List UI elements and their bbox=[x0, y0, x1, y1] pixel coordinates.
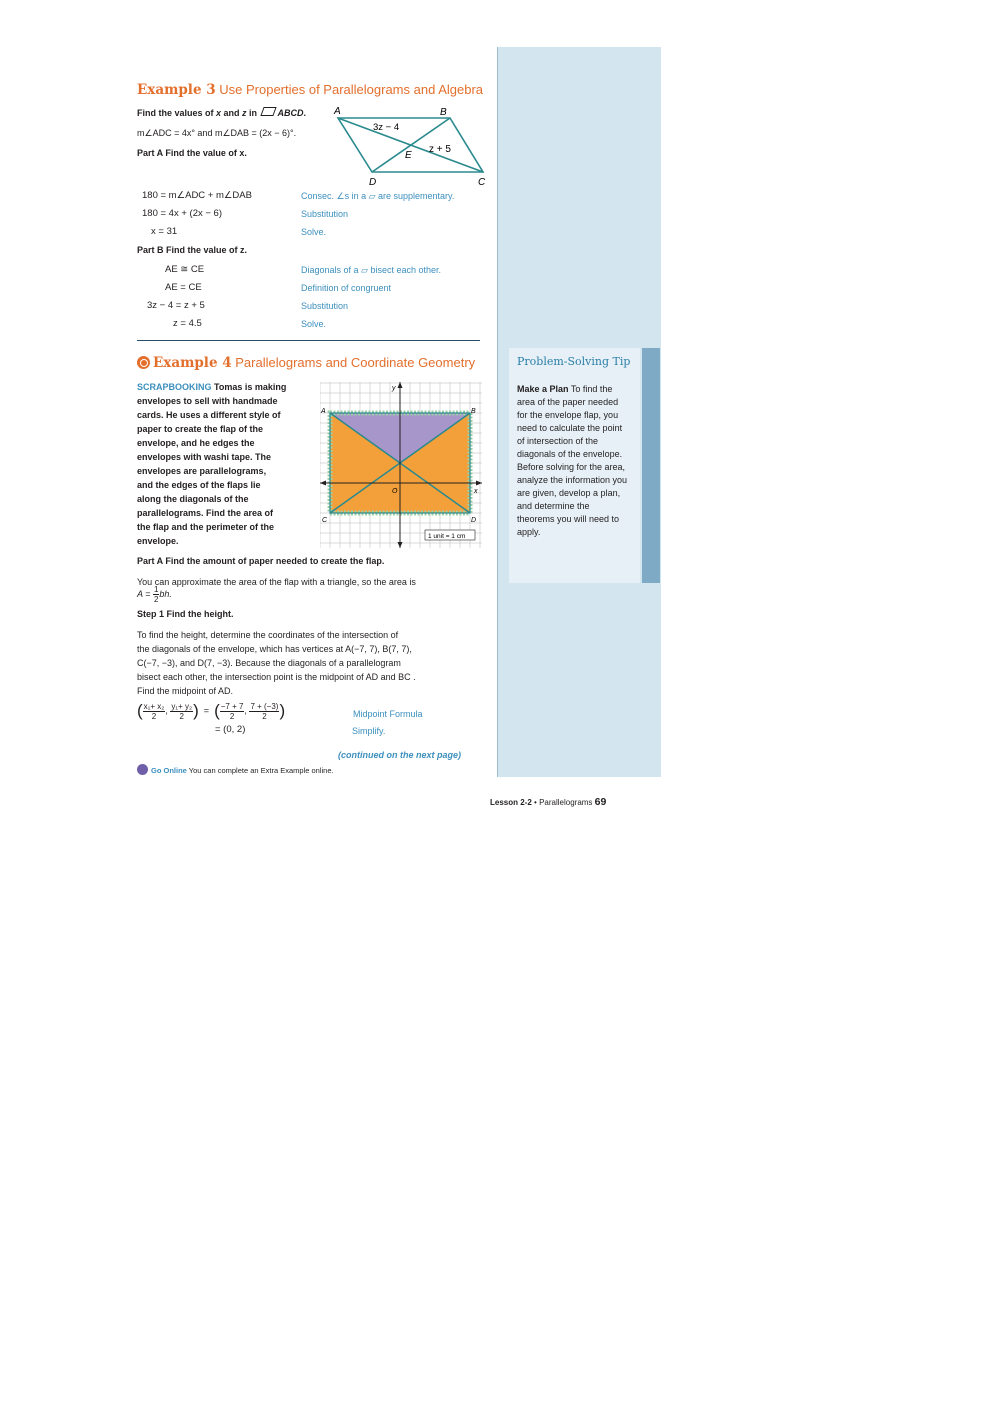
prompt-text: in bbox=[246, 108, 260, 118]
segment-ae-label: 3z − 4 bbox=[373, 122, 400, 133]
footer-topic: Parallelograms bbox=[539, 798, 593, 807]
paren-open: ( bbox=[137, 701, 143, 720]
midpoint-x-numerator: x₁+ x₂ bbox=[143, 701, 165, 711]
vertex-label-d: D bbox=[369, 177, 377, 188]
problem-line: envelope, and he edges the bbox=[137, 438, 255, 448]
problem-line: envelopes are parallelograms, bbox=[137, 466, 267, 476]
part-a-step-1-reason: Consec. ∠s in a ▱ are supplementary. bbox=[301, 191, 455, 201]
step-1-body bbox=[137, 628, 416, 698]
part-b-step-3-eq: 3z − 4 = z + 5 bbox=[147, 300, 205, 311]
part-b-step-2-reason: Definition of congruent bbox=[301, 283, 392, 293]
scale-label: 1 unit = 1 cm bbox=[428, 533, 466, 540]
graph-label-a: A bbox=[321, 408, 326, 415]
step-1-line: To find the height, determine the coordinates of the intersection of bbox=[137, 630, 399, 640]
midpoint-y-denominator: 2 bbox=[179, 711, 184, 721]
go-online-text: You can complete an Extra Example online. bbox=[188, 766, 334, 775]
problem-line: and the edges of the flaps lie bbox=[137, 480, 261, 490]
problem-line: Tomas is making bbox=[214, 382, 287, 392]
problem-line: parallelograms. Find the area of bbox=[137, 508, 274, 518]
part-b-step-1-reason: Diagonals of a ▱ bisect each other. bbox=[301, 265, 442, 275]
example-3-number: Example 3 bbox=[137, 82, 216, 98]
segment-ce-label: z + 5 bbox=[429, 144, 451, 155]
example-3-title bbox=[137, 82, 483, 98]
problem-lead: SCRAPBOOKING bbox=[137, 382, 212, 392]
intersection-label-e: E bbox=[405, 150, 412, 161]
prompt-text: Find the values of bbox=[137, 108, 217, 118]
graph-label-c: C bbox=[322, 517, 328, 524]
fraction-denominator: 2 bbox=[153, 595, 159, 604]
problem-line: envelopes to sell with handmade bbox=[137, 396, 278, 406]
example-4-heading: Parallelograms and Coordinate Geometry bbox=[235, 355, 476, 370]
continued-note: (continued on the next page) bbox=[338, 750, 461, 760]
parallelogram-abcd-figure bbox=[330, 104, 500, 188]
midpoint-y-numerator: y₁+ y₂ bbox=[171, 701, 193, 711]
midpoint-formula-line: ( $\frac{\text{x₁+ x₂}}{2}$ , $\frac{\text{y₁+ y₂}}{2}$ ) = ( $\frac{-7 + 7}{2}$ , $\frac{7 + (-3)}{2}$ ) bbox=[137, 701, 286, 721]
real-world-globe-icon bbox=[137, 356, 150, 369]
graph-y-axis-label: y bbox=[392, 385, 396, 392]
sub-y-numerator: 7 + (−3) bbox=[250, 701, 279, 711]
prompt-text: and bbox=[221, 108, 243, 118]
tip-body bbox=[517, 383, 629, 539]
example-3-heading: Use Properties of Parallelograms and Algebra bbox=[219, 82, 484, 97]
sub-x-numerator: −7 + 7 bbox=[220, 701, 244, 711]
example-4-problem bbox=[137, 380, 286, 548]
step-1-line: C(−7, −3), and D(7, −3). Because the diagonals of a parallelogram bbox=[137, 658, 401, 668]
problem-line: the flap and the perimeter of the bbox=[137, 522, 275, 532]
equals-sign: = bbox=[203, 705, 210, 716]
prompt-var-z: z bbox=[242, 108, 247, 118]
footer-separator: • bbox=[534, 798, 537, 807]
example-4-part-a: Part A Find the amount of paper needed to create the flap. bbox=[137, 556, 385, 566]
step-1-line: Find the midpoint of AD. bbox=[137, 686, 234, 696]
sub-x-denominator: 2 bbox=[229, 711, 235, 721]
example-3-part-a: Part A Find the value of x. bbox=[137, 148, 247, 158]
step-1-heading: Step 1 Find the height. bbox=[137, 609, 234, 619]
midpoint-result: = (0, 2) bbox=[215, 724, 246, 735]
vertex-label-b: B bbox=[440, 107, 447, 118]
example-3-prompt bbox=[137, 106, 306, 120]
area-formula-rhs: bh. bbox=[159, 588, 172, 599]
page-footer bbox=[490, 796, 606, 808]
go-online-line bbox=[137, 764, 334, 775]
vertex-label-a: A bbox=[334, 106, 341, 117]
area-formula-lhs: A = bbox=[137, 588, 153, 599]
tip-title: Problem-Solving Tip bbox=[517, 355, 631, 368]
page-number: 69 bbox=[594, 796, 607, 808]
midpoint-x-denominator: 2 bbox=[151, 711, 157, 721]
sub-x-fraction bbox=[220, 702, 245, 721]
problem-line: envelope. bbox=[137, 536, 179, 546]
part-b-step-1-eq: AE ≅ CE bbox=[165, 264, 205, 275]
sub-y-fraction bbox=[249, 702, 279, 721]
part-b-step-2-eq: AE = CE bbox=[165, 282, 202, 293]
problem-line: envelopes with washi tape. The bbox=[137, 452, 272, 462]
prompt-figure-name: ABCD bbox=[277, 108, 304, 118]
approx-line: You can approximate the area of the flap with a triangle, so the area is bbox=[137, 577, 416, 587]
problem-line: paper to create the flap of the bbox=[137, 424, 264, 434]
tip-heading: Make a Plan bbox=[517, 384, 569, 394]
tip-box-accent-bar bbox=[642, 348, 660, 583]
paren-close: ) bbox=[193, 701, 199, 720]
midpoint-reason-2: Simplify. bbox=[352, 726, 386, 736]
part-a-step-2-reason: Substitution bbox=[301, 209, 349, 219]
graph-x-axis-label: x bbox=[474, 488, 478, 495]
problem-line: cards. He uses a different style of bbox=[137, 410, 281, 420]
part-b-step-3-reason: Substitution bbox=[301, 301, 349, 311]
midpoint-x-fraction bbox=[143, 702, 166, 721]
part-b-step-4-eq: z = 4.5 bbox=[173, 318, 202, 329]
footer-lesson: Lesson 2-2 bbox=[490, 798, 532, 807]
midpoint-y-fraction bbox=[170, 702, 193, 721]
step-1-line: bisect each other, the intersection point is the midpoint of AD and BC . bbox=[137, 672, 416, 682]
sub-y-denominator: 2 bbox=[262, 711, 267, 721]
parallelogram-icon bbox=[260, 107, 276, 116]
tip-text: To find the area of the paper needed for the envelope flap, you need to calculate the point of intersection of the diagonals of the envelope. Before solving for the area, analyze the information you are given, develop a plan, and determine the theorems you will need to apply. bbox=[517, 384, 628, 537]
graph-label-b: B bbox=[471, 408, 476, 415]
step-1-line: the diagonals of the envelope, which has vertices at A(−7, 7), B(7, 7), bbox=[137, 644, 412, 654]
area-formula bbox=[137, 585, 172, 604]
paren-close: ) bbox=[279, 701, 286, 720]
part-a-step-3-eq: x = 31 bbox=[151, 226, 178, 237]
prompt-text: . bbox=[303, 108, 307, 118]
part-a-step-1-eq: 180 = m∠ADC + m∠DAB bbox=[142, 190, 252, 201]
midpoint-reason-1: Midpoint Formula bbox=[353, 709, 423, 719]
paren-open: ( bbox=[214, 701, 220, 720]
envelope-coordinate-graph bbox=[320, 382, 482, 548]
example-4-number: Example 4 bbox=[153, 355, 232, 371]
vertex-label-c: C bbox=[478, 177, 486, 188]
problem-line: along the diagonals of the bbox=[137, 494, 249, 504]
example-3-part-b: Part B Find the value of z. bbox=[137, 245, 248, 255]
example-3-given: m∠ADC = 4x° and m∠DAB = (2x − 6)°. bbox=[137, 128, 297, 138]
prompt-var-x: x bbox=[216, 108, 222, 118]
example-4-title bbox=[137, 355, 475, 371]
go-online-icon bbox=[137, 764, 148, 775]
part-b-step-4-reason: Solve. bbox=[301, 319, 327, 329]
go-online-label[interactable]: Go Online bbox=[151, 766, 187, 775]
graph-label-d: D bbox=[471, 517, 477, 524]
part-a-step-3-reason: Solve. bbox=[301, 227, 327, 237]
fraction-numerator: 1 bbox=[153, 585, 159, 594]
part-a-step-2-eq: 180 = 4x + (2x − 6) bbox=[142, 208, 223, 219]
graph-origin-label: O bbox=[392, 488, 398, 495]
section-divider bbox=[137, 340, 480, 341]
